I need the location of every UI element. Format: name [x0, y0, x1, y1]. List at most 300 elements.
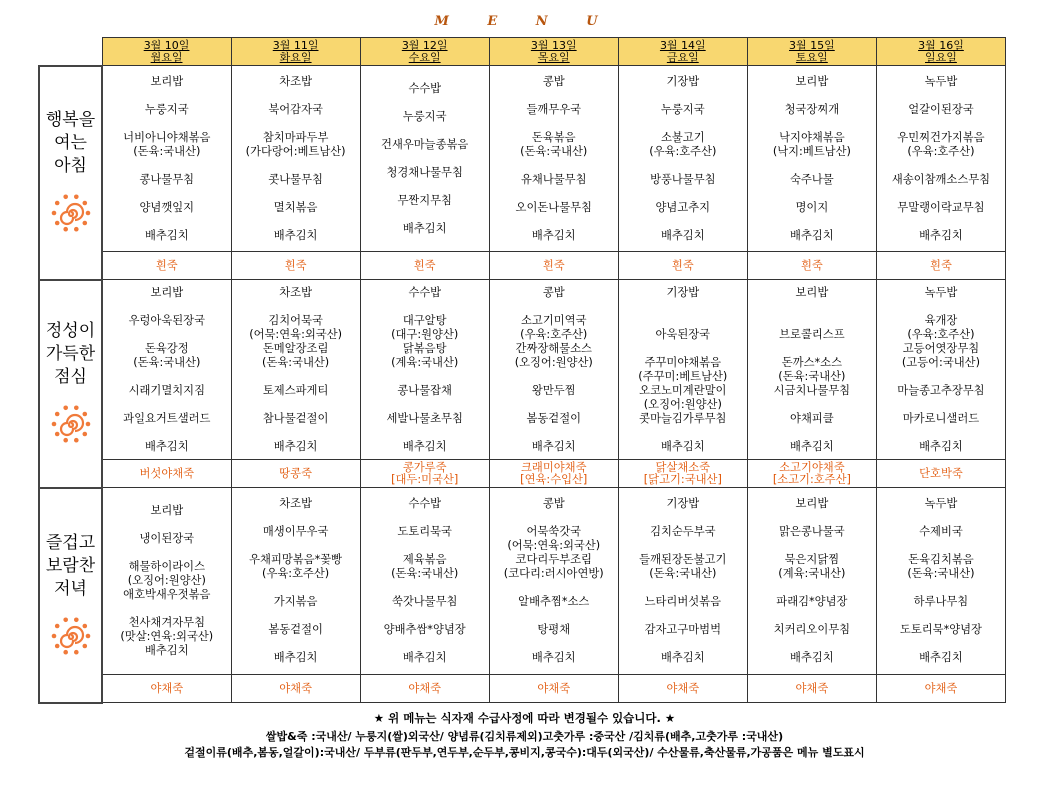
menu-item	[490, 426, 618, 440]
menu-item	[103, 370, 231, 384]
menu-item: (오징어:원양산)	[514, 355, 593, 369]
menu-item	[877, 117, 1005, 131]
menu-item: 돈육김치볶음	[908, 553, 974, 566]
menu-item	[877, 370, 1005, 384]
menu-item	[232, 539, 360, 553]
menu-cell	[102, 66, 231, 252]
menu-item	[877, 89, 1005, 103]
menu-item: 명이지	[795, 200, 829, 214]
menu-item	[232, 300, 360, 314]
menu-item: 들깨된장돈불고기	[639, 553, 727, 566]
menu-item: 브로콜리스프	[779, 327, 845, 341]
menu-item: 낙지야채볶음	[779, 130, 845, 144]
menu-cell	[618, 66, 747, 252]
porridge-cell	[360, 675, 489, 703]
porridge-item: 흰죽	[800, 258, 823, 272]
menu-item: 돈메알장조림	[262, 341, 329, 355]
menu-item: 차조밥	[279, 74, 312, 88]
porridge-item: 야채죽	[924, 681, 958, 695]
menu-item: (오징어:원양산)	[127, 574, 206, 587]
day-weekday: 목요일	[537, 50, 570, 64]
menu-item: 콩밥	[542, 285, 565, 299]
menu-item: 우민찌건가지볶음	[897, 130, 985, 144]
menu-item: 양념고추지	[655, 200, 711, 214]
menu-item	[619, 539, 747, 553]
menu-item: (주꾸미:베트남산)	[638, 369, 728, 383]
menu-item: 어묵쑥갓국	[526, 525, 582, 538]
menu-item	[103, 518, 231, 532]
menu-cell	[360, 280, 489, 460]
menu-item	[619, 187, 747, 201]
origin-note-2: 겉절이류(배추,봄동,얼갈이):국내산/ 두부류(판두부,연두부,순두부,콩비지,콩국수):대두(외국산)/ 수산물류,축산물류,가공품은 메뉴 별도표시	[184, 746, 865, 759]
menu-item	[748, 511, 876, 525]
menu-item	[361, 96, 489, 110]
porridge-cell	[618, 252, 747, 280]
menu-item: 참치마파두부	[262, 130, 329, 144]
meal-label-line: 정성이	[45, 321, 96, 341]
menu-item	[748, 581, 876, 595]
menu-item	[877, 159, 1005, 173]
day-date: 3월 12일	[401, 38, 448, 52]
menu-item: 수제비국	[919, 525, 963, 538]
porridge-cell	[489, 675, 618, 703]
menu-item	[232, 609, 360, 623]
day-header	[102, 38, 231, 66]
menu-item: 배추김치	[402, 651, 447, 664]
menu-item: 김치어묵국	[268, 313, 323, 327]
menu-item: 맑은콩나물국	[779, 525, 845, 538]
menu-item	[619, 511, 747, 525]
menu-item: 오이돈나물무침	[515, 200, 592, 214]
weekly-menu-table	[38, 37, 1006, 704]
menu-item	[103, 89, 231, 103]
menu-item	[877, 511, 1005, 525]
porridge-item: 야채죽	[666, 681, 700, 695]
menu-item: 너비아니야채볶음	[123, 130, 211, 144]
menu-cell	[231, 488, 360, 675]
menu-item: 파래김*양념장	[776, 595, 848, 608]
menu-item: 보리밥	[795, 285, 829, 299]
menu-item	[877, 609, 1005, 623]
porridge-item: 땅콩죽	[279, 466, 312, 480]
menu-item: 배추김치	[273, 651, 318, 664]
menu-item: (돈육:국내산)	[520, 144, 588, 158]
menu-item	[361, 511, 489, 525]
menu-item	[361, 637, 489, 651]
menu-item: 시금치나물무침	[773, 383, 851, 397]
porridge-cell	[747, 460, 876, 488]
menu-item: (우육:호주산)	[520, 327, 588, 341]
menu-item	[619, 426, 747, 440]
menu-item	[490, 187, 618, 201]
menu-item: 배추김치	[919, 651, 963, 664]
day-weekday: 화요일	[279, 50, 312, 64]
menu-item	[748, 159, 876, 173]
day-header	[360, 38, 489, 66]
header-corner	[39, 38, 102, 66]
porridge-cell	[747, 675, 876, 703]
menu-item	[103, 159, 231, 173]
menu-item: 돈육볶음	[531, 130, 576, 144]
porridge-row	[39, 252, 1006, 280]
menu-item: 배추김치	[144, 644, 189, 657]
menu-item: 양념깻잎지	[139, 200, 195, 214]
menu-item: 배추김치	[402, 221, 447, 235]
menu-item	[490, 215, 618, 229]
menu-item: 기장밥	[666, 497, 700, 510]
menu-item: 배추김치	[790, 228, 834, 242]
meal-label-line: 즐겁고	[45, 532, 96, 553]
menu-item	[619, 637, 747, 651]
porridge-item: 야채죽	[150, 681, 184, 695]
meal-label	[40, 109, 101, 178]
menu-item: 녹두밥	[924, 285, 958, 299]
menu-item: 누룽지국	[660, 102, 705, 116]
menu-item: 콧마늘김가루무침	[639, 411, 727, 425]
porridge-item: 야채죽	[279, 681, 312, 695]
meal-label-line: 여는	[54, 133, 87, 153]
menu-item	[103, 546, 231, 560]
menu-cell	[360, 488, 489, 675]
menu-cell	[489, 66, 618, 252]
day-header	[618, 38, 747, 66]
menu-item: 차조밥	[279, 497, 312, 510]
menu-item: 멸치볶음	[273, 200, 318, 214]
menu-item	[232, 426, 360, 440]
menu-item: (오징어:원양산)	[643, 397, 722, 411]
menu-item: (가다랑어:베트남산)	[245, 144, 346, 158]
menu-item: (계육:국내산)	[778, 567, 846, 580]
sun-spiral-icon	[48, 401, 94, 447]
menu-item: 배추김치	[531, 651, 576, 664]
menu-item: (고등어:국내산)	[901, 355, 980, 369]
meal-row	[39, 488, 1006, 675]
menu-item: (우육:호주산)	[262, 567, 330, 580]
menu-item: 북어감자국	[268, 102, 323, 116]
menu-item: 보리밥	[150, 285, 184, 299]
menu-item: 우채피망볶음*꽃빵	[249, 553, 343, 566]
menu-item	[877, 637, 1005, 651]
menu-item: 돈까스*소스	[781, 355, 842, 369]
menu-item	[748, 187, 876, 201]
porridge-item: 단호박죽	[919, 466, 963, 480]
menu-item	[361, 426, 489, 440]
porridge-cell	[489, 252, 618, 280]
menu-item: 시래기멸치지짐	[128, 383, 205, 397]
menu-item: 야채피클	[790, 411, 834, 425]
menu-item	[619, 215, 747, 229]
porridge-cell	[231, 460, 360, 488]
menu-item: 대구알탕	[402, 313, 447, 327]
menu-item: 탕평채	[537, 623, 571, 636]
menu-item: 양배추쌈*양념장	[383, 623, 466, 636]
menu-item	[361, 300, 489, 314]
menu-item	[748, 539, 876, 553]
menu-item	[361, 370, 489, 384]
menu-item: 치커리오이무침	[773, 623, 851, 636]
menu-item: 배추김치	[660, 228, 705, 242]
menu-item	[361, 152, 489, 166]
menu-cell	[747, 280, 876, 460]
menu-item: (우육:호주산)	[649, 144, 717, 158]
menu-item	[232, 637, 360, 651]
porridge-cell	[876, 675, 1005, 703]
porridge-item: 닭살채소죽	[655, 460, 711, 474]
porridge-item: [대두:미국산]	[391, 472, 459, 486]
menu-item	[232, 187, 360, 201]
menu-item: (돈육:국내산)	[133, 355, 201, 369]
menu-item: 방풍나물무침	[650, 172, 716, 186]
menu-item	[103, 398, 231, 412]
menu-item	[361, 398, 489, 412]
menu-item	[103, 426, 231, 440]
menu-item: (어묵:연육:외국산)	[507, 539, 601, 552]
menu-item	[877, 187, 1005, 201]
menu-item	[877, 215, 1005, 229]
menu-item: 배추김치	[531, 228, 576, 242]
menu-cell	[876, 280, 1005, 460]
menu-item: 수수밥	[408, 497, 442, 510]
menu-item	[748, 426, 876, 440]
menu-item: (돈육:국내산)	[778, 369, 846, 383]
menu-item: 보리밥	[150, 504, 184, 517]
menu-item: 배추김치	[402, 439, 447, 453]
menu-item	[361, 180, 489, 194]
menu-cell	[231, 66, 360, 252]
menu-item: 배추김치	[790, 439, 834, 453]
menu-item: (대구:원양산)	[391, 327, 459, 341]
menu-item: 우렁아욱된장국	[128, 313, 205, 327]
day-header	[231, 38, 360, 66]
day-weekday: 토요일	[795, 50, 828, 64]
menu-item: 보리밥	[795, 74, 829, 88]
menu-item: 배추김치	[144, 228, 189, 242]
day-header	[489, 38, 618, 66]
menu-item	[490, 637, 618, 651]
menu-item: 간짜장해물소스	[515, 341, 592, 355]
porridge-row	[39, 460, 1006, 488]
menu-cell	[489, 488, 618, 675]
menu-item: 과일요거트샐러드	[123, 411, 211, 425]
menu-item: 토제스파게티	[262, 383, 329, 397]
meal-label-line: 아침	[54, 156, 87, 176]
porridge-cell	[876, 252, 1005, 280]
menu-item	[490, 159, 618, 173]
porridge-cell	[876, 460, 1005, 488]
menu-item: 코다리두부조림	[515, 553, 592, 566]
menu-item	[361, 208, 489, 222]
menu-item	[361, 124, 489, 138]
menu-item	[232, 159, 360, 173]
menu-item	[361, 539, 489, 553]
menu-item	[232, 215, 360, 229]
porridge-cell	[231, 252, 360, 280]
menu-item	[232, 89, 360, 103]
menu-item: 세발나물초무침	[386, 411, 463, 425]
porridge-item: [연육:수입산]	[520, 472, 588, 486]
porridge-cell	[618, 460, 747, 488]
sun-spiral-icon	[48, 190, 94, 236]
menu-item: 청경채나물무침	[386, 165, 463, 179]
menu-item: 무말랭이락교무침	[897, 200, 985, 214]
menu-item: 오코노미계란말이	[639, 383, 727, 397]
menu-item: 배추김치	[273, 439, 318, 453]
menu-item: 배추김치	[531, 439, 576, 453]
menu-item: 봄동겉절이	[526, 411, 582, 425]
menu-item	[619, 117, 747, 131]
menu-item	[877, 300, 1005, 314]
menu-item	[748, 89, 876, 103]
menu-item: 배추김치	[919, 228, 963, 242]
menu-item	[232, 398, 360, 412]
menu-item: 보리밥	[795, 497, 829, 510]
menu-item	[490, 117, 618, 131]
menu-item: 기장밥	[666, 285, 700, 299]
menu-item	[619, 314, 747, 328]
meal-label-line: 저녁	[54, 578, 87, 599]
menu-item: 봄동겉절이	[268, 623, 323, 636]
menu-item: 육개장	[924, 313, 958, 327]
menu-item	[748, 117, 876, 131]
porridge-item: 흰죽	[284, 258, 307, 272]
menu-item: 닭볶음탕	[402, 341, 447, 355]
porridge-cell	[102, 675, 231, 703]
porridge-item: 야채죽	[795, 681, 829, 695]
menu-item	[490, 300, 618, 314]
day-weekday: 수요일	[408, 50, 441, 64]
porridge-cell	[102, 252, 231, 280]
menu-item: 유채나물무침	[521, 172, 587, 186]
menu-cell	[102, 280, 231, 460]
menu-item: 배추김치	[144, 439, 189, 453]
menu-item: 보리밥	[150, 74, 184, 88]
menu-item: 콩나물무침	[139, 172, 195, 186]
porridge-item: 소고기야채죽	[779, 460, 845, 474]
meal-label-line: 보람찬	[45, 555, 96, 576]
menu-item	[490, 609, 618, 623]
menu-item: 왕만두찜	[531, 383, 576, 397]
menu-item	[748, 215, 876, 229]
menu-item: (돈육:국내산)	[262, 355, 330, 369]
porridge-item: 야채죽	[537, 681, 571, 695]
porridge-item: 버섯야채죽	[139, 466, 195, 480]
menu-item: (어묵:연육:외국산)	[249, 327, 343, 341]
menu-item	[490, 581, 618, 595]
menu-cell	[231, 280, 360, 460]
meal-label-cell	[39, 66, 102, 280]
menu-item	[490, 89, 618, 103]
menu-item	[619, 159, 747, 173]
menu-item: 배추김치	[660, 651, 705, 664]
menu-cell	[360, 66, 489, 252]
meal-label-cell	[39, 280, 102, 488]
porridge-item: 흰죽	[413, 258, 436, 272]
menu-item: 애호박새우젓볶음	[123, 588, 211, 601]
menu-item: 천사채겨자무침	[128, 616, 205, 629]
porridge-row	[39, 675, 1006, 703]
menu-item: 녹두밥	[924, 497, 958, 510]
menu-item: 느타리버섯볶음	[644, 595, 721, 608]
menu-item: 숙주나물	[790, 172, 834, 186]
day-date: 3월 16일	[918, 38, 964, 52]
menu-item	[877, 539, 1005, 553]
menu-cell	[489, 280, 618, 460]
menu-item	[103, 300, 231, 314]
day-weekday: 월요일	[150, 50, 183, 64]
meal-label	[40, 320, 101, 389]
menu-item	[490, 370, 618, 384]
menu-cell	[618, 488, 747, 675]
day-date: 3월 10일	[143, 38, 190, 52]
menu-item: 수수밥	[408, 81, 442, 95]
menu-item	[232, 370, 360, 384]
menu-cell	[102, 488, 231, 675]
menu-item	[877, 426, 1005, 440]
menu-item: 주꾸미야채볶음	[644, 355, 721, 369]
menu-item: 누룽지국	[144, 102, 189, 116]
menu-item	[103, 187, 231, 201]
porridge-item: 흰죽	[930, 258, 952, 272]
menu-item: 도토리묵*양념장	[899, 623, 982, 636]
menu-item	[361, 609, 489, 623]
menu-item: 누룽지국	[402, 109, 447, 123]
menu-item: 배추김치	[919, 439, 963, 453]
menu-cell	[747, 488, 876, 675]
porridge-item: 흰죽	[155, 258, 178, 272]
menu-item	[619, 342, 747, 356]
menu-item: 도토리묵국	[397, 525, 452, 538]
menu-item: 제육볶음	[402, 553, 447, 566]
menu-item: 가지볶음	[273, 595, 318, 608]
menu-item: 감자고구마범벅	[644, 623, 721, 636]
menu-item: 참나물겉절이	[262, 411, 329, 425]
porridge-item: 야채죽	[408, 681, 442, 695]
menu-item: (돈육:국내산)	[391, 567, 459, 580]
menu-item: 콩밥	[542, 74, 565, 88]
menu-item	[619, 581, 747, 595]
menu-item: 콩나물잡채	[397, 383, 452, 397]
menu-cell	[876, 66, 1005, 252]
porridge-item: 흰죽	[542, 258, 565, 272]
menu-item: 배추김치	[790, 651, 834, 664]
menu-item: 녹두밥	[924, 74, 958, 88]
menu-item: (맛살:연육:외국산)	[120, 630, 214, 643]
menu-item	[619, 89, 747, 103]
porridge-cell	[618, 675, 747, 703]
menu-cell	[876, 488, 1005, 675]
day-header	[876, 38, 1005, 66]
sun-spiral-icon	[48, 613, 94, 659]
menu-item: 청국장찌개	[784, 102, 840, 116]
menu-item: (계육:국내산)	[391, 355, 459, 369]
menu-item	[490, 398, 618, 412]
menu-item: 해물하이라이스	[128, 560, 205, 573]
menu-item: 기장밥	[666, 74, 700, 88]
porridge-cell	[747, 252, 876, 280]
menu-item	[619, 300, 747, 314]
meal-row	[39, 280, 1006, 460]
menu-item: (돈육:국내산)	[133, 144, 201, 158]
menu-item: 냉이된장국	[139, 532, 195, 545]
menu-item: 무짠지무침	[397, 193, 452, 207]
menu-item: (낙지:베트남산)	[772, 144, 851, 158]
meal-label-line: 가득한	[45, 344, 96, 364]
menu-item	[103, 328, 231, 342]
menu-item	[490, 511, 618, 525]
porridge-item: 크래미야채죽	[521, 460, 587, 474]
menu-item: 묵은지닭찜	[784, 553, 840, 566]
menu-item: (우육:호주산)	[907, 327, 975, 341]
